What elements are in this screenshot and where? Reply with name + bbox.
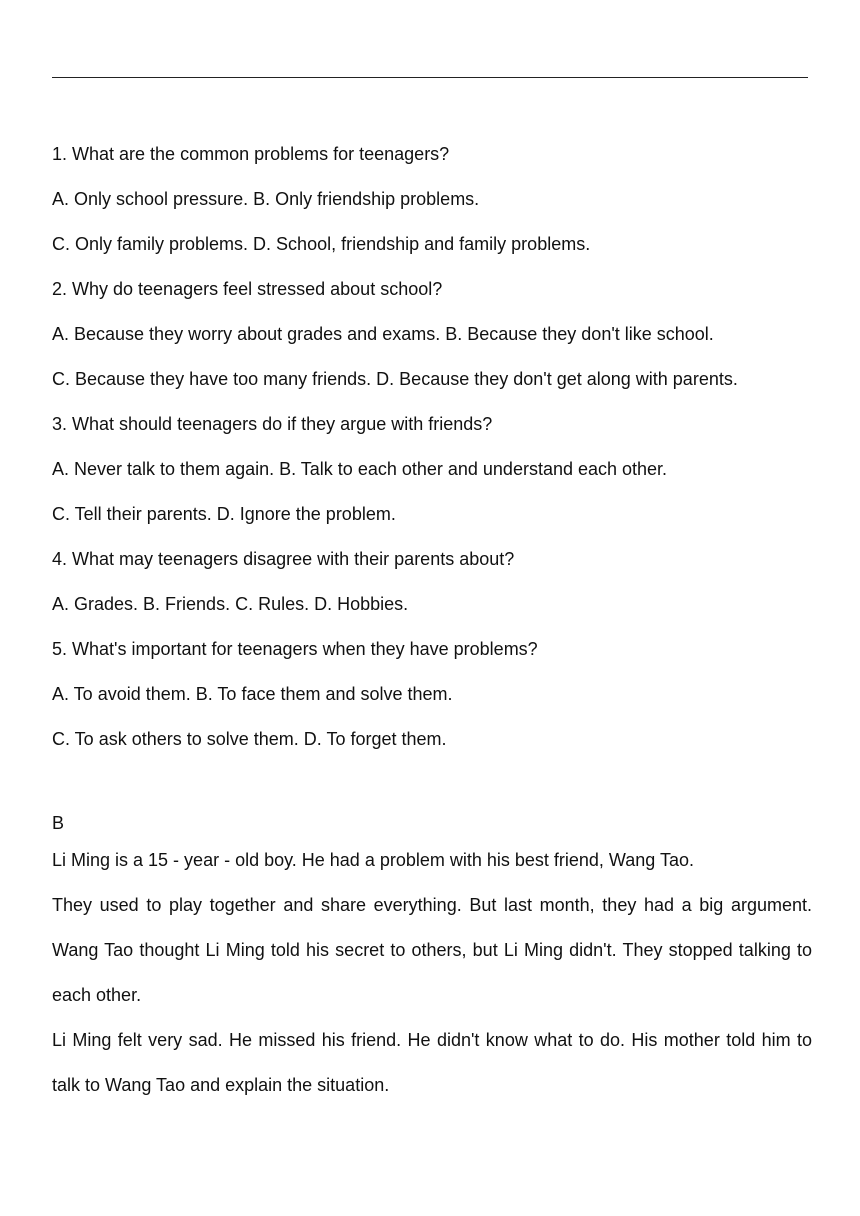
question-2-options-row-1: A. Because they worry about grades and exams. B. Because they don't like school.	[52, 324, 714, 344]
question-stem-3: 3. What should teenagers do if they argue with friends?	[52, 414, 493, 434]
question-2-options-row-2: C. Because they have too many friends. D. Because they don't get along with parents.	[52, 369, 738, 389]
question-list	[52, 132, 812, 762]
reading-section-b	[52, 808, 812, 1108]
header-rule	[52, 77, 808, 78]
question-3-options-row-2: C. Tell their parents. D. Ignore the problem.	[52, 504, 396, 524]
question-4-options-row-1: A. Grades. B. Friends. C. Rules. D. Hobbies.	[52, 594, 409, 614]
passage-paragraph-3: Li Ming felt very sad. He missed his friend. He didn't know what to do. His mother told him to talk to Wang Tao and explain the situation.	[52, 1030, 812, 1095]
question-stem-2: 2. Why do teenagers feel stressed about school?	[52, 279, 443, 299]
question-5-options-row-1: A. To avoid them. B. To face them and solve them.	[52, 684, 453, 704]
question-1-options-row-1: A. Only school pressure. B. Only friendship problems.	[52, 189, 480, 209]
question-1-options-row-2: C. Only family problems. D. School, friendship and family problems.	[52, 234, 591, 254]
section-label: B	[52, 813, 65, 833]
passage	[52, 838, 812, 1108]
question-5-options-row-2: C. To ask others to solve them. D. To forget them.	[52, 729, 447, 749]
question-stem-1: 1. What are the common problems for teenagers?	[52, 144, 450, 164]
passage-paragraph-2: They used to play together and share everything. But last month, they had a big argument. Wang Tao thought Li Ming told his secret to others, but Li Ming didn't. They stopped talking to each other.	[52, 895, 812, 1005]
question-stem-4: 4. What may teenagers disagree with their parents about?	[52, 549, 515, 569]
question-3-options-row-1: A. Never talk to them again. B. Talk to each other and understand each other.	[52, 459, 668, 479]
question-stem-5: 5. What's important for teenagers when they have problems?	[52, 639, 538, 659]
passage-paragraph-1: Li Ming is a 15 - year - old boy. He had a problem with his best friend, Wang Tao.	[52, 850, 694, 870]
